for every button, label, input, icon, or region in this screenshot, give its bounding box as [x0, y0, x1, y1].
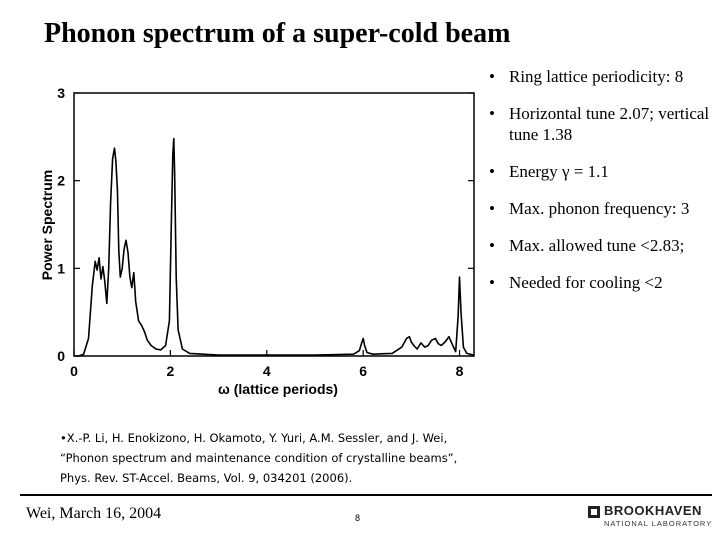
x-tick-label: 0: [70, 363, 78, 379]
power-spectrum-chart: [30, 70, 480, 410]
bullet-item: • Horizontal tune 2.07; vertical tune 1.38: [488, 103, 713, 145]
page-number: 8: [355, 513, 361, 523]
logo-mark-icon: [588, 506, 600, 518]
reference-line: •X.-P. Li, H. Enokizono, H. Okamoto, Y. Yuri, A.M. Sessler, and J. Wei,: [60, 431, 448, 445]
slide-title: Phonon spectrum of a super-cold beam: [44, 18, 511, 49]
y-tick-label: 0: [57, 348, 65, 364]
series-line-power-spectrum: [74, 139, 474, 356]
bullet-item: • Needed for cooling <2: [488, 272, 713, 293]
brookhaven-logo: [588, 503, 712, 533]
bullet-item: • Energy γ = 1.1: [488, 161, 713, 182]
footer-divider: [20, 494, 712, 496]
y-tick-label: 3: [57, 85, 65, 101]
reference-citation: [60, 428, 530, 488]
y-tick-label: 2: [57, 172, 65, 189]
x-tick-label: 8: [455, 363, 464, 379]
y-axis-label: Power Spectrum: [39, 169, 55, 281]
footer-author-date: Wei, March 16, 2004: [26, 505, 162, 522]
plot-frame: [74, 93, 474, 356]
logo-subtitle-text: NATIONAL LABORATORY: [604, 519, 713, 528]
x-tick-label: 4: [262, 363, 271, 379]
y-ticks: [57, 85, 474, 364]
x-tick-label: 6: [359, 363, 368, 379]
bullet-list: [488, 66, 713, 309]
reference-line: “Phonon spectrum and maintenance condition of crystalline beams”,: [60, 451, 458, 465]
bullet-item: • Max. allowed tune <2.83;: [488, 235, 713, 256]
reference-line: Phys. Rev. ST-Accel. Beams, Vol. 9, 034201 (2006).: [60, 471, 353, 485]
x-axis-label: ω (lattice periods): [218, 381, 338, 397]
y-tick-label: 1: [57, 260, 65, 277]
logo-brand-text: BROOKHAVEN: [604, 503, 702, 518]
bullet-item: • Ring lattice periodicity: 8: [488, 66, 713, 87]
x-tick-label: 2: [166, 363, 175, 379]
bullet-item: • Max. phonon frequency: 3: [488, 198, 713, 219]
